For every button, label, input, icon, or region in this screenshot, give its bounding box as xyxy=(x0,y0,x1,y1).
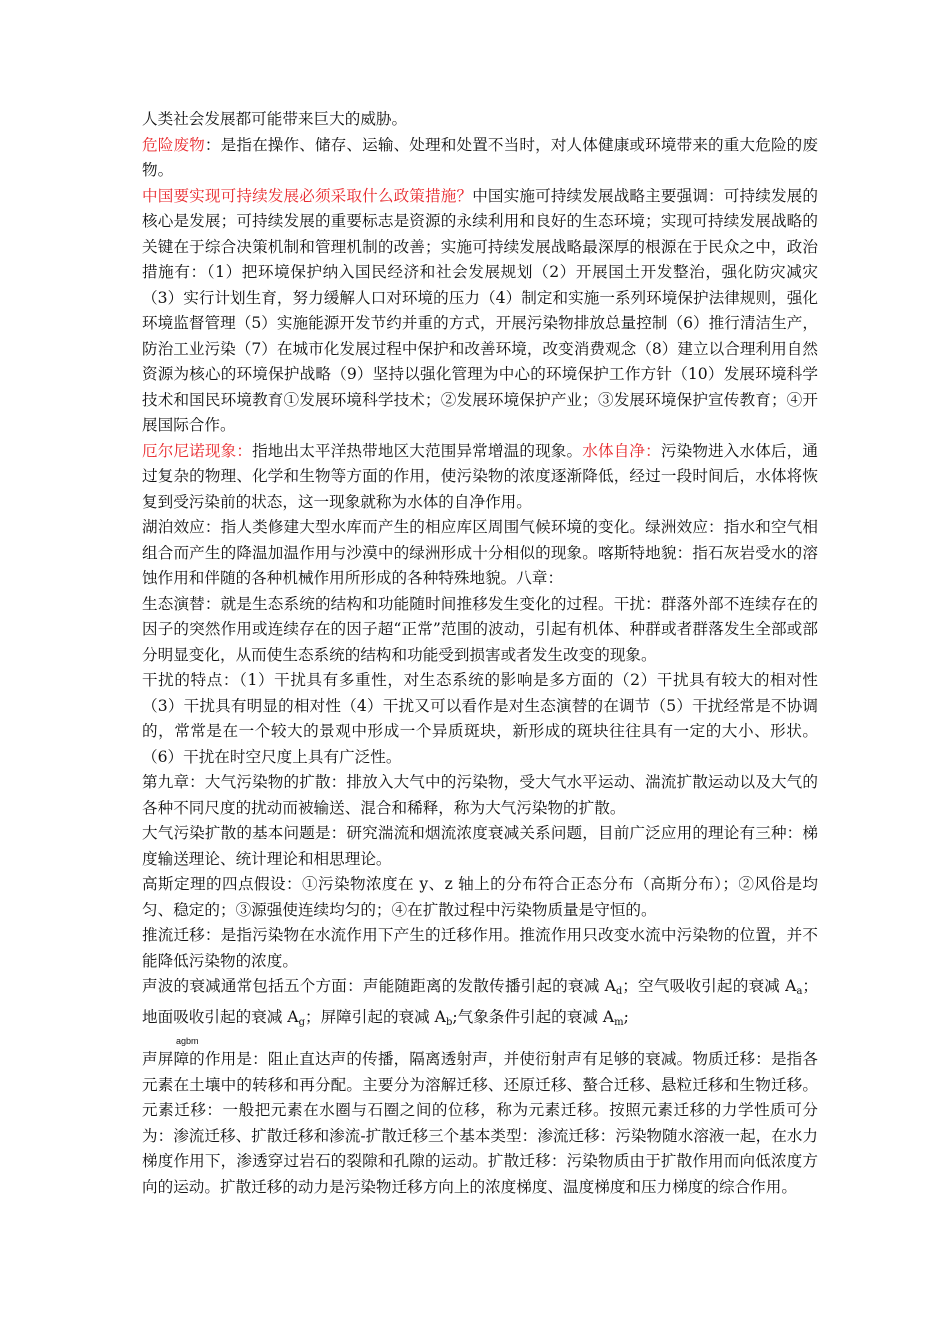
paragraph-sound-attenuation: 声波的衰减通常包括五个方面：声能随距离的发散传播引起的衰减 $A_d$；空气吸收引起的衰减 $A_a$；地面吸收引起的衰减 $A_g$；屏障引起的衰减 $A_b$;气象条件引起的衰减 $A_m$; agbm xyxy=(142,977,819,1046)
paragraph-hazardous-waste xyxy=(142,133,818,184)
paragraph-ecological-succession: 生态演替：就是生态系统的结构和功能随时间推移发生变化的过程。干扰：群落外部不连续存在的因子的突然作用或连续存在的因子超“正常”范围的波动，引起有机体、种群或者群落发生全部或部分明显变化，从而使生态系统的结构和功能受到损害或者发生改变的现象。 xyxy=(142,594,818,664)
definition-el-nino: 指地出太平洋热带地区大范围异常增温的现象。 xyxy=(252,441,583,460)
definition-hazardous-waste: ：是指在操作、储存、运输、处理和处置不当时，对人体健康或环境带来的重大危险的废物。 xyxy=(142,135,818,179)
term-self-purification: 水体自净： xyxy=(582,441,661,460)
subscript-residue: agbm xyxy=(176,1036,199,1046)
paragraph-el-nino xyxy=(142,439,818,516)
term-hazardous-waste: 危险废物 xyxy=(142,135,205,154)
answer-sustainable-development: 中国实施可持续发展战略主要强调：可持续发展的核心是发展；可持续发展的重要标志是资源的永续利用和良好的生态环境；实现可持续发展战略的关键在于综合决策机制和管理机制的改善；实施可持续发展战略最深厚的根源在于民众之中，政治措施有：（1）把环境保护纳入国民经济和社会发展规划（2）开展国土开发整治，强化防灾减灾（3）实行计划生育，努力缓解人口对环境的压力（4）制定和实施一系列环境保护法律规则，强化环境监督管理（5）实施能源开发节约并重的方式，开展污染物排放总量控制（6）推行清洁生产，防治工业污染（7）在城市化发展过程中保护和改善环境，改变消费观念（8）建立以合理利用自然资源为核心的环境保护战略（9）坚持以强化管理为中心的环境保护工作方针（10）发展环境科学技术和国民环境教育①发展环境科学技术；②发展环境保护产业；③发展环境保护宣传教育；④开展国际合作。 xyxy=(142,186,818,434)
question-sustainable-development: 中国要实现可持续发展必须采取什么政策措施？ xyxy=(142,186,473,205)
paragraph-sound-barrier: 声屏障的作用是：阻止直达声的传播，隔离透射声，并使衍射声有足够的衰减。物质迁移：是指各元素在土壤中的转移和再分配。主要分为溶解迁移、还原迁移、螯合迁移、悬粒迁移和生物迁移。元素迁移：一般把元素在水圈与石圈之间的位移，称为元素迁移。按照元素迁移的力学性质可分为：渗流迁移、扩散迁移和渗流-扩散迁移三个基本类型：渗流迁移：污染物随水溶液一起，在水力梯度作用下，渗透穿过岩石的裂隙和孔隙的运动。扩散迁移：污染物质由于扩散作用而向低浓度方向的运动。扩散迁移的动力是污染物迁移方向上的浓度梯度、温度梯度和压力梯度的综合作用。 xyxy=(142,1050,818,1196)
paragraph-advection: 推流迁移：是指污染物在水流作用下产生的迁移作用。推流作用只改变水流中污染物的位置，并不能降低污染物的浓度。 xyxy=(142,926,818,970)
paragraph-intro: 人类社会发展都可能带来巨大的威胁。 xyxy=(142,110,408,128)
document-body xyxy=(142,107,818,1200)
term-el-nino: 厄尔尼诺现象： xyxy=(142,441,253,460)
definition-self-purification: 污染物进入水体后，通过复杂的物理、化学和生物等方面的作用，使污染物的浓度逐渐降低，经过一段时间后，水体将恢复到受污染前的状态，这一现象就称为水体的自净作用。 xyxy=(142,441,818,511)
paragraph-sustainable-development xyxy=(142,184,818,439)
paragraph-disturbance-features: 干扰的特点：（1）干扰具有多重性，对生态系统的影响是多方面的（2）干扰具有较大的相对性（3）干扰具有明显的相对性（4）干扰又可以看作是对生态演替的在调节（5）干扰经常是不协调的，常常是在一个较大的景观中形成一个异质斑块，新形成的斑块往往具有一定的大小、形状。（6）干扰在时空尺度上具有广泛性。 xyxy=(142,671,818,766)
paragraph-diffusion-problem: 大气污染扩散的基本问题是：研究湍流和烟流浓度衰减关系问题，目前广泛应用的理论有三种：梯度输送理论、统计理论和相思理论。 xyxy=(142,824,818,868)
paragraph-chapter-nine: 第九章：大气污染物的扩散：排放入大气中的污染物，受大气水平运动、湍流扩散运动以及大气的各种不同尺度的扰动而被输送、混合和稀释，称为大气污染物的扩散。 xyxy=(142,773,818,817)
paragraph-gauss-assumptions: 高斯定理的四点假设：①污染物浓度在 y、z 轴上的分布符合正态分布（高斯分布）；②风俗是均匀、稳定的；③源强使连续均匀的；④在扩散过程中污染物质量是守恒的。 xyxy=(142,875,818,919)
paragraph-lake-effect: 湖泊效应：指人类修建大型水库而产生的相应库区周围气候环境的变化。绿洲效应：指水和空气相组合而产生的降温加温作用与沙漠中的绿洲形成十分相似的现象。喀斯特地貌：指石灰岩受水的溶蚀作用和伴随的各种机械作用所形成的各种特殊地貌。八章： xyxy=(142,518,818,587)
